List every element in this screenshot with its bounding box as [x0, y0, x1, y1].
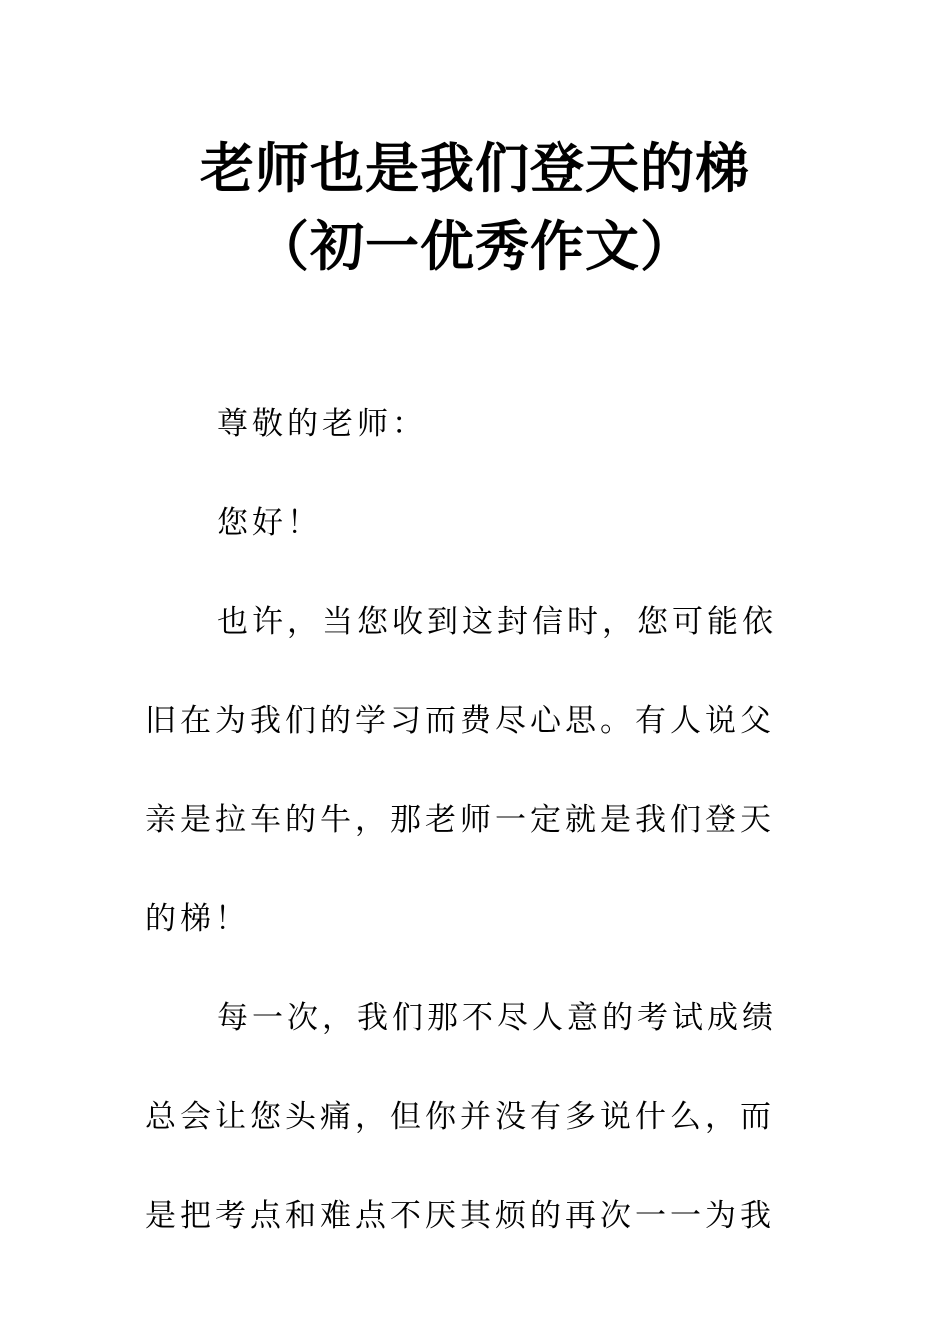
greeting: 您好！: [217, 505, 322, 541]
paragraph-2-line: 每一次，我们那不尽人意的考试成绩: [217, 1000, 777, 1036]
paragraph-1-line: 旧在为我们的学习而费尽心思。有人说父: [145, 703, 775, 739]
letter-body: [145, 375, 807, 1266]
salutation: 尊敬的老师：: [217, 406, 427, 442]
title-line-2: （初一优秀作文）: [255, 215, 695, 278]
paragraph-1-line: 亲是拉车的牛，那老师一定就是我们登天: [145, 802, 775, 838]
paragraph-2-line: 是把考点和难点不厌其烦的再次一一为我: [145, 1198, 775, 1234]
paragraph-2: [145, 969, 807, 1266]
title-line-1: 老师也是我们登天的梯: [200, 137, 750, 200]
paragraph-1-line: 的梯！: [145, 901, 250, 937]
document-title: [0, 130, 950, 286]
paragraph-1: [145, 573, 807, 969]
paragraph-2-line: 总会让您头痛，但你并没有多说什么，而: [145, 1099, 775, 1135]
paragraph-1-line: 也许，当您收到这封信时，您可能依: [217, 604, 777, 640]
